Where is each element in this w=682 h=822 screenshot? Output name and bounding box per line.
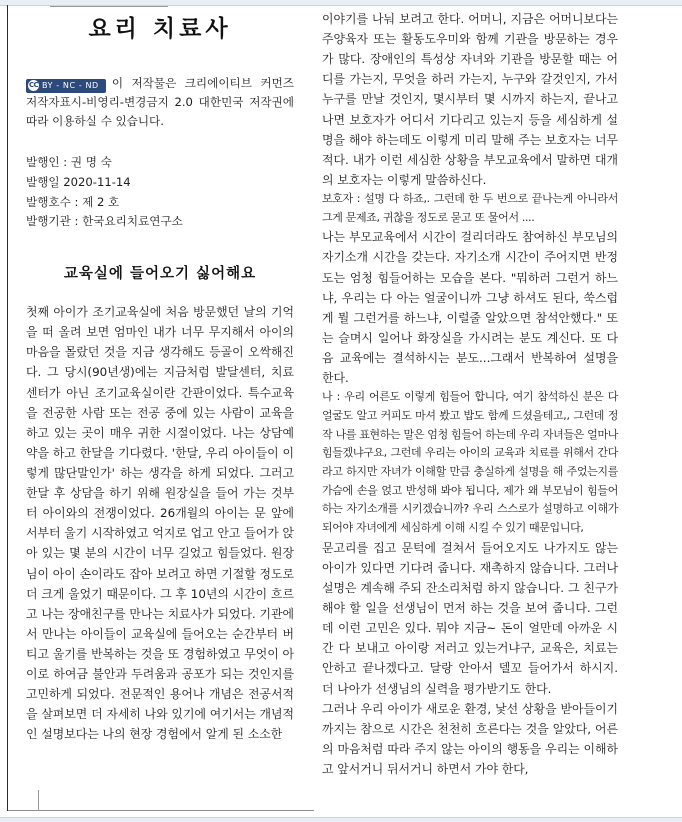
license-block [26,74,294,130]
page-border-bottom-tick [38,790,39,811]
dialogue-paragraph: 보호자 : 설명 다 하죠,. 그런데 한 두 번으로 끝나는게 아니라서 그게 문제죠, 귀찮을 정도로 묻고 또 물어서 .... [322,191,618,224]
right-column-body [322,0,618,779]
page-title: 요리 치료사 [88,16,232,42]
paragraph: 문고리를 집고 문턱에 걸쳐서 들어오지도 나가지도 않는 아이가 있다면 기다려 줍니다. 재촉하지 않습니다. 그러나 설명은 계속해 주되 잔소리처럼 하지 않습니다. 그 친구가 해야 할 일을 선생님이 먼저 하는 것을 보여 줍니다. 그런데 이런 고민은 있다. 뭐야 지금~ 돈이 얼만데 아까운 시간 다 보내고 아이랑 저러고 있는거냐구, 교육은, 치료는 안하고 끝나겠다고. 달랑 안아서 델꼬 들어가서 하시지. 더 나아가 선생님의 실력을 평가받기도 한다. [322,540,618,696]
scan-bottom-edge [0,817,682,822]
page-border-left [7,5,8,811]
issue-line: 발행호수 : 제 2 호 [26,194,120,209]
cc-badge-terms: BY - NC - ND [42,80,99,90]
institution-line: 발행기관 : 한국요리치료연구소 [26,214,183,229]
paragraph: 이야기를 나눠 보려고 한다. 어머니, 지금은 어머니보다는 주양육자 또는 활동도우미와 함께 기관을 방문하는 경우가 많다. 장애인의 특성상 자녀와 기관을 방문할 때는 어디를 가는지, 무엇을 하러 가는지, 누구와 갈것인지, 가서 누구를 만날 것인지, 몇시부터 몇 시까지 하는지, 끝나고 나면 보호자가 어디서 기다리고 있는지 등을 세심하게 설명을 해야 하는데도 이렇게 미리 말해 주는 보호자는 너무 적다. 내가 이런 세심한 상황을 부모교육에서 말하면 대개의 보호자는 이렇게 말씀하신다. [322,12,618,187]
paragraph: 첫째 아이가 조기교육실에 처음 방문했던 날의 기억을 떠 올려 보면 엄마인 내가 너무 무지해서 아이의 마음을 몰랐던 것을 지금 생각해도 등골이 오싹해진다. 그 당시(90년생)에는 지금처럼 발달센터, 치료센터가 아닌 조기교육실이란 간판이었다. 특수교육을 전공한 사람 또는 전공 중에 있는 사람이 교육을 하고 있는 곳이 매우 귀한 시절이었다. 나는 상담예약을 하고 한달을 기다렸다. '한달, 우리 아이들이 이렇게 많단말인가' 하는 생각을 하게 되었다. 그러고 한달 후 상담을 하기 위해 원장실을 들어 가는 것부터 아이와의 전쟁이었다. 26개월의 아이는 문 앞에서부터 울기 시작하였고 억지로 업고 안고 들어가 앉아 있는 몇 분의 시간이 너무 길었고 힘들었다. 원장님이 아이 손이라도 잡아 보려고 하면 기절할 정도로 더 크게 울었기 때문이다. 그 후 10년의 시간이 흐르고 나는 장애친구를 만나는 치료사가 되었다. 기관에서 만나는 아이들이 교육실에 들어오는 순간부터 버티고 울기를 반복하는 것을 또 경험하였고 무엇이 아이로 하여금 불안과 두려움과 공포가 되는 것인지를 고민하게 되었다. 전문적인 용어나 개념은 전공서적을 살펴보면 더 자세히 나와 있기에 여기서는 개념적인 설명보다는 나의 현장 경험에서 알게 된 소소한 [26,305,294,742]
publication-info [26,153,294,232]
page-border-bottom-stub [8,810,314,811]
section-heading: 교육실에 들어오기 싫어해요 [63,266,257,283]
cc-logo-icon: CC [28,81,39,89]
paragraph: 그러나 우리 아이가 새로운 환경, 낯선 상황을 받아들이기까지는 참으로 시간은 천천히 흐른다는 것을 알았다, 어른의 마음처럼 따라 주지 않는 아이의 행동을 우리는 이해하고 앞서거니 뒤서거니 하면서 가야 한다, [322,701,618,776]
dialogue-paragraph: 나 : 우리 어른도 이렇게 힘들어 합니다, 여기 참석하신 분은 다 얼굴도 알고 커피도 마셔 봤고 밥도 함께 드셨을테고,, 그런데 정작 나를 표현하는 말은 엄청 힘들어 하는데 우리 자녀들은 얼마나 힘들겠냐구요, 그런데 우리는 아이의 교육과 치료를 위해서 간다라고 하지만 자녀가 이해할 만큼 충실하게 설명을 해 주었는지를 가슴에 손을 얹고 반성해 봐야 됩니다, 제가 왜 부모님이 힘들어 하는 자기소개를 시키겠습니까? 우리 스스로가 설명하고 이해가 되어야 자녀에게 세심하게 이해 시킬 수 있기 때문입니다, [322,390,618,535]
date-line: 발행일 2020-11-14 [26,175,131,190]
right-column [322,0,618,779]
paragraph: 나는 부모교육에서 시간이 걸리더라도 참여하신 부모님의 자기소개 시간을 갖는다. 자기소개 시간이 주어지면 반정도는 엄청 힘들어하는 모습을 본다. "뭐하러 그런거 하느냐, 우리는 다 아는 얼굴이니까 그냥 하셔도 된다, 쑥스럽게 뭘 그런거를 하느냐, 이럴줄 알았으면 참석안했다." 또는 슬며시 일어나 화장실을 가시려는 분도 계신다. 또 다음 교육에는 결석하시는 분도...그래서 반복하여 설명을 한다. [322,230,618,386]
left-column-body [26,302,294,744]
creative-commons-badge [26,79,106,93]
publisher-line: 발행인 : 권 명 숙 [26,155,112,170]
license-statement: 이 저작물은 크리에이티브 커먼즈 저작자표시-비영리-변경금지 2.0 대한민국 저작권에 따라 이용하실 수 있습니다. [26,76,294,128]
left-column [26,0,294,745]
